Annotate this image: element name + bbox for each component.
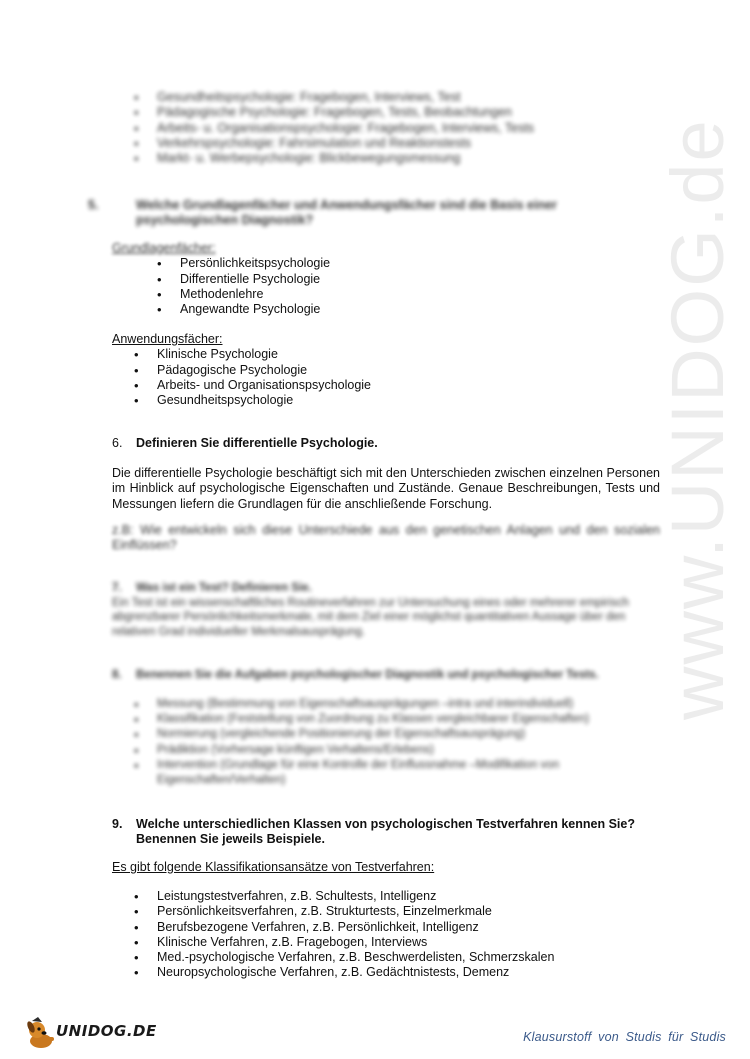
q9-list-item: • Med.-psychologische Verfahren, z.B. Beschwerdelisten, Schmerzskalen bbox=[112, 950, 660, 965]
q9-heading: 9. Welche unterschiedlichen Klassen von psychologischen Testverfahren kennen Sie? Benennen Sie jeweils Beispiele. bbox=[112, 817, 672, 848]
q8-heading: 8. Benennen Sie die Aufgaben psychologischer Diagnostik und psychologischer Tests. bbox=[112, 669, 599, 681]
grund-label: Grundlagenfächer: bbox=[112, 241, 216, 255]
footer-tagline: Klausurstoff von Studis für Studis bbox=[523, 1030, 726, 1044]
q9-list-item: • Leistungstestverfahren, z.B. Schultests, Intelligenz bbox=[112, 889, 660, 904]
q7-title: Was ist ein Test? Definieren Sie. bbox=[136, 582, 312, 594]
section4-list-item: • Pädagogische Psychologie: Fragebogen, Tests, Beobachtungen bbox=[112, 105, 660, 120]
q8-title: Benennen Sie die Aufgaben psychologischer Diagnostik und psychologischer Tests. bbox=[136, 669, 599, 681]
q6-body: Die differentielle Psychologie beschäftigt sich mit den Unterschieden zwischen einzelnen Personen im Hinblick auf psychologische Eigenschaften und Zustände. Genaue Beschreibungen, Tests und Messungen liefern die Grundlagen für die anschließende Forschung. bbox=[112, 466, 660, 511]
q9-title-line2: Benennen Sie jeweils Beispiele. bbox=[136, 832, 325, 847]
q8-list bbox=[112, 697, 660, 788]
section4-list-item: • Verkehrspsychologie: Fahrsimulation und Reaktionstests bbox=[112, 136, 660, 151]
q9-intro: Es gibt folgende Klassifikationsansätze von Testverfahren: bbox=[112, 860, 435, 874]
anw-list-item: • Klinische Psychologie bbox=[112, 347, 660, 362]
q6-heading: 6. Definieren Sie differentielle Psychologie. bbox=[112, 436, 378, 450]
grund-list-item: • Differentielle Psychologie bbox=[112, 272, 660, 287]
unidog-logo bbox=[24, 1015, 157, 1051]
q9-intro-block bbox=[112, 860, 660, 875]
q5-grund-block bbox=[112, 241, 660, 317]
dog-mascot-icon bbox=[24, 1017, 58, 1051]
q8-list-item: • Prädiktion (Vorhersage künftigen Verhaltens/Erlebens) bbox=[112, 743, 660, 758]
grund-list-item: • Methodenlehre bbox=[112, 287, 660, 302]
section4-list-item: • Gesundheitspsychologie: Fragebogen, Interviews, Test bbox=[112, 90, 660, 105]
grund-list-item: • Persönlichkeitspsychologie bbox=[112, 256, 660, 271]
q5-title: Welche Grundlagenfächer und Anwendungsfächer sind die Basis einer psychologischen Diagnostik? bbox=[136, 198, 557, 228]
q9-list-item: • Persönlichkeitsverfahren, z.B. Strukturtests, Einzelmerkmale bbox=[112, 904, 660, 919]
section4-list bbox=[112, 90, 660, 166]
q8-list-item: • Messung (Bestimmung von Eigenschaftsausprägungen –intra und interindividuell) bbox=[112, 697, 660, 712]
q8-list-item: • Intervention (Grundlage für eine Kontrolle der Einflussnahme –Modifikation von Eigenschaften/Verhalten) bbox=[112, 758, 660, 788]
q9-list-item: • Klinische Verfahren, z.B. Fragebogen, Interviews bbox=[112, 935, 660, 950]
anw-list-item: • Arbeits- und Organisationspsychologie bbox=[112, 378, 660, 393]
q5-anw-block bbox=[112, 332, 660, 408]
anw-list-item: • Gesundheitspsychologie bbox=[112, 393, 660, 408]
q9-title-line1: Welche unterschiedlichen Klassen von psychologischen Testverfahren kennen Sie? bbox=[136, 817, 635, 831]
q6-title: Definieren Sie differentielle Psychologie. bbox=[136, 436, 378, 450]
q9-list-item: • Berufsbezogene Verfahren, z.B. Persönlichkeit, Intelligenz bbox=[112, 920, 660, 935]
q9-list-block bbox=[112, 889, 660, 981]
q6-example: z.B: Wie entwickeln sich diese Unterschiede aus den genetischen Anlagen und den sozialen Einflüssen? bbox=[112, 523, 660, 553]
section4-list-item: • Arbeits- u. Organisationspsychologie: Fragebogen, Interviews, Tests bbox=[112, 121, 660, 136]
q5-heading: 5. Welche Grundlagenfächer und Anwendungsfächer sind die Basis einer psychologischen Diagnostik? bbox=[88, 198, 557, 228]
logo-text: UNIDOG.DE bbox=[56, 1022, 157, 1040]
q7-block: 7. Was ist ein Test? Definieren Sie. Ein Test ist ein wissenschaftliches Routineverfahren zur Untersuchung eines oder mehrerer empirisch abgrenzbarer Persönlichkeitsmerkmale, mit dem Ziel einer möglichst quantitativen Aussage über den relativen Grad individueller Merkmalsausprägung. bbox=[112, 581, 660, 639]
anw-label: Anwendungsfächer: bbox=[112, 332, 223, 346]
watermark: www.UNIDOG.de bbox=[656, 118, 739, 720]
grund-list-item: • Angewandte Psychologie bbox=[112, 302, 660, 317]
q9-list-item: • Neuropsychologische Verfahren, z.B. Gedächtnistests, Demenz bbox=[112, 965, 660, 980]
section4-list-item: • Markt- u. Werbepsychologie: Blickbewegungsmessung bbox=[112, 151, 660, 166]
q8-list-item: • Normierung (vergleichende Positionierung der Eigenschaftsausprägung) bbox=[112, 727, 660, 742]
anw-list-item: • Pädagogische Psychologie bbox=[112, 363, 660, 378]
q8-list-item: • Klassifikation (Feststellung von Zuordnung zu Klassen vergleichbarer Eigenschaften) bbox=[112, 712, 660, 727]
q7-body: Ein Test ist ein wissenschaftliches Routineverfahren zur Untersuchung eines oder mehrerer empirisch abgrenzbarer Persönlichkeitsmerkmale, mit dem Ziel einer möglichst quantitativen Aussage über den relativen Grad individueller Merkmalsausprägung. bbox=[112, 596, 629, 638]
